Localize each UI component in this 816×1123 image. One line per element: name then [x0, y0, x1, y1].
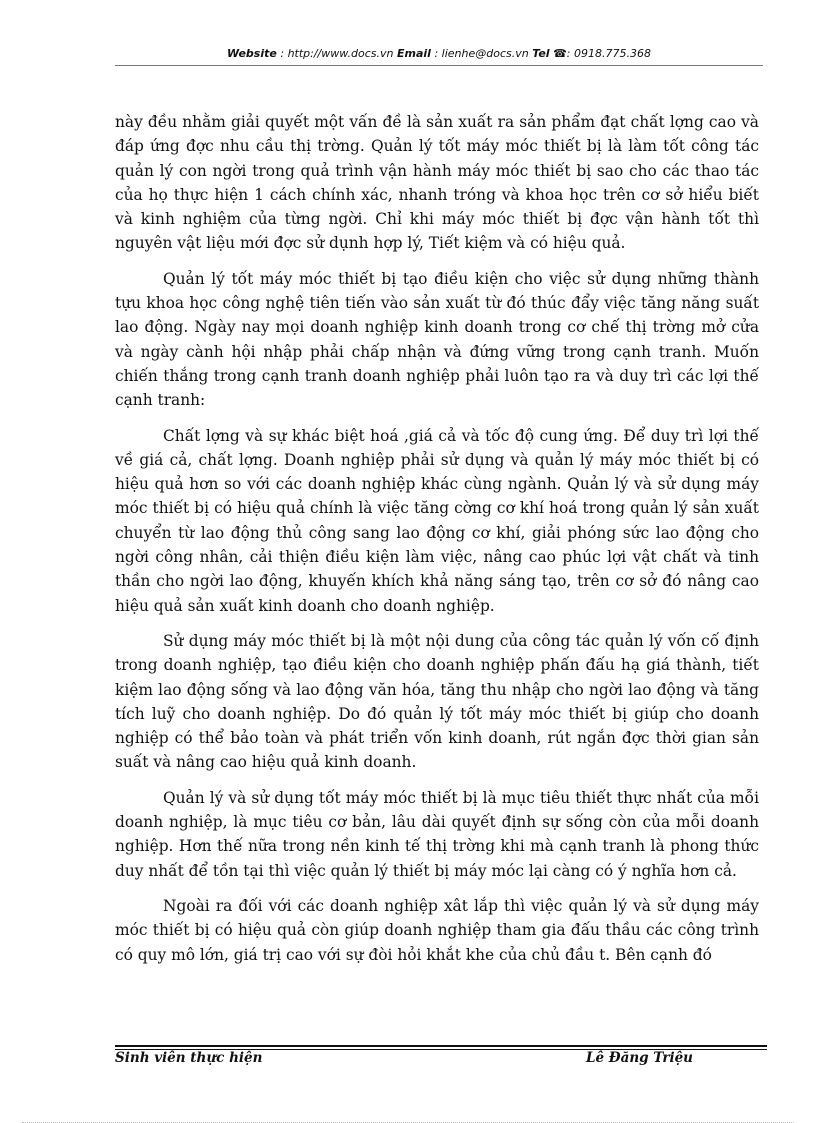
page-header [115, 46, 763, 62]
tel-label: Tel [532, 47, 550, 60]
footer-author-label: Sinh viên thực hiện [115, 1050, 263, 1066]
paragraph-5: Quản lý và sử dụng tốt máy móc thiết bị là mục tiêu thiết thực nhất của mỗi doanh nghiệp, là mục tiêu cơ bản, lâu dài quyết định sự sống còn của mỗi doanh nghiệp. Hơn thế nữa trong nền kinh tế thị trờng khi mà cạnh tranh là phong thức duy nhất để tồn tại thì việc quản lý thiết bị máy móc lại càng có ý nghĩa hơn cả. [115, 788, 759, 880]
website-separator: : [276, 47, 288, 60]
paragraph-1: này đều nhằm giải quyết một vấn đề là sản xuất ra sản phẩm đạt chất lợng cao và đáp ứng đợc nhu cầu thị trờng. Quản lý tốt máy móc thiết bị là làm tốt công tác quản lý con ngời trong quả trình vận hành máy móc thiết bị sao cho các thao tác của họ thực hiện 1 cách chính xác, nhanh tróng và khoa học trên cơ sở hiểu biết và kinh nghiệm của từng ngời. Chỉ khi máy móc thiết bị đợc vận hành tốt thì nguyên vật liệu mới đợc sử dụnh hợp lý, Tiết kiệm và có hiệu quả. [115, 113, 759, 253]
header-divider [115, 65, 763, 66]
website-label: Website [227, 47, 277, 60]
paragraph-4: Sử dụng máy móc thiết bị là một nội dung của công tác quản lý vốn cố định trong doanh nghiệp, tạo điều kiện cho doanh nghiệp phấn đấu hạ giá thành, tiết kiệm lao động sống và lao động văn hóa, tăng thu nhập cho ngời lao động và tăng tích luỹ cho doanh nghiệp. Do đó quản lý tốt máy móc thiết bị giúp cho doanh nghiệp có thể bảo toàn và phát triển vốn kinh doanh, rút ngắn đợc thời gian sản suất và nâng cao hiệu quả kinh doanh. [115, 631, 759, 772]
document-body [115, 110, 759, 978]
paragraph-2: Quản lý tốt máy móc thiết bị tạo điều kiện cho việc sử dụng những thành tựu khoa học công nghệ tiên tiến vào sản xuất từ đó thúc đẩy việc tăng năng suất lao động. Ngày nay mọi doanh nghiệp kinh doanh trong cơ chế thị trờng mở cửa và ngày cành hội nhập phải chấp nhận và đứng vững trong cạnh tranh. Muốn chiến thắng trong cạnh tranh doanh nghiệp phải luôn tạo ra và duy trì các lợi thế cạnh tranh: [115, 269, 759, 410]
website-link[interactable]: http://www.docs.vn [287, 47, 394, 60]
paragraph-6: Ngoài ra đối với các doanh nghiệp xât lắp thì việc quản lý và sử dụng máy móc thiết bị có hiệu quả còn giúp doanh nghiệp tham gia đấu thầu các công trình có quy mô lớn, giá trị cao với sự đòi hỏi khắt khe của chủ đầu t. Bên cạnh đó [115, 896, 759, 964]
email-label: Email [397, 47, 431, 60]
tel-value: : 0918.775.368 [566, 47, 651, 60]
paragraph-3: Chất lợng và sự khác biệt hoá ,giá cả và tốc độ cung ứng. Để duy trì lợi thế về giá cả, chất lợng. Doanh nghiệp phải sử dụng và quản lý máy móc thiết bị có hiệu quả hơn so với các doanh nghiệp khác cùng ngành. Quản lý và sử dụng máy móc thiết bị có hiệu quả chính là việc tăng cờng cơ khí hoá trong quản lý sản xuất chuyển từ lao động thủ công sang lao động cơ khí, giải phóng sức lao động cho ngời công nhân, cải thiện điều kiện làm việc, nâng cao phúc lợi vật chất và tinh thần cho ngời lao động, khuyến khích khả năng sáng tạo, trên cơ sở đó nâng cao hiệu quả sản xuất kinh doanh cho doanh nghiệp. [115, 426, 759, 615]
phone-icon: ☎ [553, 47, 567, 60]
footer-divider-thick [115, 1045, 767, 1047]
email-separator: : [430, 47, 442, 60]
email-link[interactable]: lienhe@docs.vn [441, 47, 529, 60]
footer-author-name: Lê Đăng Triệu [586, 1050, 693, 1066]
